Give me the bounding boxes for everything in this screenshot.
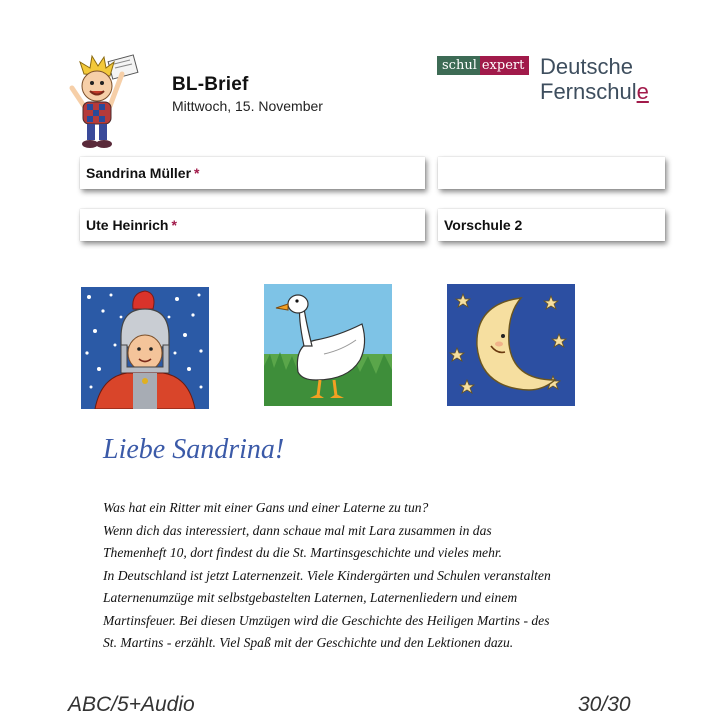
moon-image bbox=[447, 284, 575, 406]
letter-line: Themenheft 10, dort findest du die St. Martinsgeschichte und vieles mehr. bbox=[103, 545, 503, 560]
letter-title: BL-Brief bbox=[172, 74, 249, 95]
teacher-name-value: Ute Heinrich bbox=[86, 217, 169, 233]
class-field[interactable] bbox=[438, 209, 665, 241]
letter-line: Laternenumzüge mit selbstgebastelten Laternen, Laternenliedern und einem bbox=[103, 590, 518, 605]
logo-line2-accent: e bbox=[636, 79, 649, 104]
page-number: 30/30 bbox=[578, 693, 631, 716]
mascot-illustration bbox=[66, 54, 144, 152]
letter-date: Mittwoch, 15. November bbox=[172, 98, 323, 114]
goose-image bbox=[264, 284, 392, 406]
teacher-name-field[interactable] bbox=[80, 209, 425, 241]
letter-line: Wenn dich das interessiert, dann schaue mal mit Lara zusammen in das bbox=[103, 522, 492, 538]
letter-line: St. Martins - erzählt. Viel Spaß mit der Geschichte und den Lektionen dazu. bbox=[103, 635, 514, 650]
letter-line: Was hat ein Ritter mit einer Gans und einer Laterne zu tun? bbox=[103, 500, 429, 515]
required-marker: * bbox=[171, 217, 177, 233]
student-name-value: Sandrina Müller bbox=[86, 165, 192, 181]
deutsche-fernschule-logo bbox=[540, 54, 649, 104]
letter-line: In Deutschland ist jetzt Laternenzeit. Viele Kindergärten und Schulen veranstalten bbox=[103, 567, 551, 583]
course-code: ABC/5+Audio bbox=[68, 693, 195, 716]
letter-line: Martinsfeuer. Bei diesen Umzügen wird die Geschichte des Heiligen Martins - des bbox=[103, 612, 550, 628]
knight-image bbox=[81, 287, 209, 409]
logo-line1: Deutsche bbox=[540, 54, 633, 79]
required-marker: * bbox=[194, 165, 200, 181]
class-value: Vorschule 2 bbox=[444, 217, 523, 233]
logo-line2 bbox=[540, 79, 649, 104]
logo-badge-part2: expert bbox=[480, 56, 529, 75]
schulexpert-logo bbox=[437, 56, 529, 75]
student-name-field[interactable] bbox=[80, 157, 425, 189]
empty-field[interactable] bbox=[438, 157, 665, 189]
letter-body bbox=[103, 497, 663, 655]
logo-line2-main: Fernschul bbox=[540, 79, 637, 104]
logo-badge-part1: schul bbox=[437, 56, 480, 75]
letter-greeting: Liebe Sandrina! bbox=[103, 434, 285, 465]
